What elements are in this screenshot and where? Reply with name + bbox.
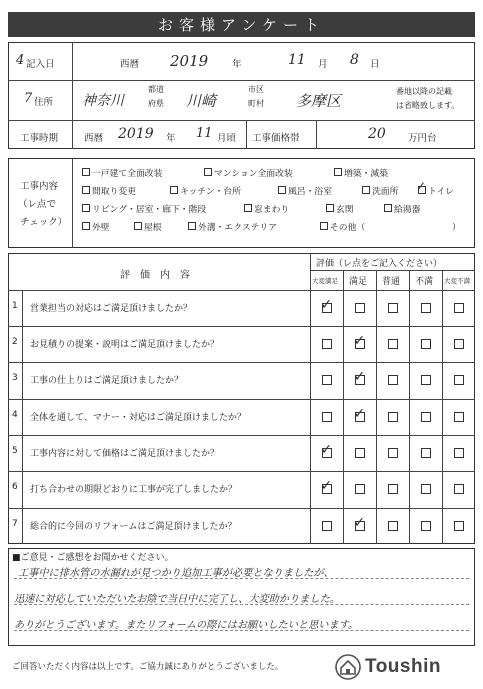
work-period-month-label: 月頃 (217, 133, 237, 144)
question-number: 1 (12, 301, 18, 311)
date-month-value: 11 (288, 52, 306, 68)
option-label: 間取り変更 (92, 187, 136, 197)
option-checkbox[interactable] (82, 204, 90, 212)
work-content-label: 工事内容 (20, 181, 59, 192)
checkmark-icon: ✓ (320, 442, 333, 458)
option-checkbox[interactable] (326, 204, 334, 212)
option-label: 屋根 (144, 223, 162, 233)
date-day-label: 日 (370, 59, 380, 70)
option-checkbox[interactable] (334, 168, 342, 176)
rating-checkbox[interactable] (454, 412, 464, 422)
option-checkbox[interactable] (170, 186, 178, 194)
address-label: 住所 (34, 97, 54, 108)
option-label: 外壁 (92, 223, 110, 233)
address-note-2: は省略致します。 (396, 101, 460, 110)
date-era-label: 西暦 (120, 59, 140, 70)
option-checkbox[interactable] (320, 222, 328, 230)
footer-thanks: ご回答いただく内容は以上です。ご協力誠にありがとうございました。 (12, 662, 284, 672)
option-checkbox[interactable] (82, 168, 90, 176)
rating-checkbox[interactable] (322, 521, 332, 531)
work-period-year-label: 年 (166, 133, 176, 144)
rating-checkbox[interactable] (454, 448, 464, 458)
rating-checkbox[interactable] (388, 412, 398, 422)
comments-title: ■ご意見・ご感想をお聞かせください。 (12, 553, 174, 563)
rating-checkbox[interactable] (421, 521, 431, 531)
scale-label: 大変満足 (312, 277, 338, 285)
checkmark-icon: ✓ (320, 478, 333, 494)
question-text: 打ち合わせの期限どおりに工事が完了しましたか？ (30, 485, 238, 495)
rating-checkbox[interactable] (454, 521, 464, 531)
option-label: その他（ (330, 223, 366, 233)
date-year-value: 2019 (170, 52, 209, 70)
question-number: 3 (12, 373, 18, 383)
date-month-label: 月 (318, 59, 328, 70)
brand-name: Toushin (365, 656, 441, 677)
rating-header: 評価（レ点をご記入ください） (316, 259, 443, 269)
scale-label: 満足 (349, 277, 368, 287)
question-text: 営業担当の対応はご満足頂けましたか？ (30, 304, 193, 314)
rating-checkbox[interactable] (322, 412, 332, 422)
question-number: 6 (12, 482, 18, 492)
price-label: 工事価格帯 (252, 133, 300, 144)
option-label: 給湯器 (394, 205, 421, 215)
question-number: 5 (12, 446, 18, 456)
option-label: 窓まわり (254, 205, 290, 215)
option-checkbox[interactable] (362, 186, 370, 194)
option-label: ） (452, 223, 461, 233)
price-unit: 万円台 (408, 133, 437, 144)
city-value: 川崎 (186, 92, 217, 110)
checkmark-icon: ✓ (353, 333, 366, 349)
rating-checkbox[interactable] (454, 339, 464, 349)
rating-checkbox[interactable] (388, 375, 398, 385)
option-label: リビング・居室・廊下・階段 (92, 205, 207, 215)
checkmark-icon: ✓ (353, 406, 366, 422)
survey-title: お客様アンケート (8, 12, 475, 37)
rating-checkbox[interactable] (421, 339, 431, 349)
question-number: 2 (12, 337, 18, 347)
comment-line-3: ありがとうございます。またリフォームの際にはお願いしたいと思います。 (14, 620, 359, 631)
option-checkbox[interactable] (384, 204, 392, 212)
scale-label: 不満 (415, 277, 434, 287)
option-checkbox[interactable] (188, 222, 196, 230)
option-label: 洗面所 (372, 187, 399, 197)
rating-checkbox[interactable] (388, 448, 398, 458)
prefecture-value: 神奈川 (82, 93, 124, 109)
date-year-label: 年 (232, 59, 242, 70)
rating-checkbox[interactable] (421, 412, 431, 422)
prefecture-kind: 都道 (148, 85, 164, 94)
rating-checkbox[interactable] (355, 484, 365, 494)
rating-checkbox[interactable] (355, 303, 365, 313)
work-period-year-value: 2019 (118, 126, 154, 142)
prefecture-kind-2: 府県 (148, 99, 164, 108)
option-label: 一戸建て全面改装 (92, 169, 163, 179)
brand-logo (335, 653, 475, 681)
rating-checkbox[interactable] (388, 339, 398, 349)
evaluation-header: 評 価 内 容 (120, 270, 190, 281)
rating-checkbox[interactable] (454, 484, 464, 494)
checkmark-icon: ✓ (353, 515, 366, 531)
option-label: 外溝・エクステリア (198, 223, 277, 233)
rating-checkbox[interactable] (355, 448, 365, 458)
date-day-value: 8 (350, 52, 359, 68)
option-checkbox[interactable] (204, 168, 212, 176)
rating-checkbox[interactable] (421, 484, 431, 494)
option-label: マンション全面改装 (214, 169, 293, 179)
question-text: 工事の仕上りはご満足頂けましたか？ (30, 376, 184, 386)
scale-label: 普通 (382, 277, 401, 287)
rating-checkbox[interactable] (421, 303, 431, 313)
comment-line-1: 工事中に排水管の水漏れが見つかり追加工事が必要となりましたが、 (18, 568, 334, 579)
option-label: キッチン・台所 (180, 187, 241, 197)
question-text: 工事内容に対して価格はご満足頂けましたか？ (30, 449, 220, 459)
option-label: トイレ (428, 187, 454, 197)
work-period-era: 西暦 (84, 133, 104, 144)
comment-line-2: 迅速に対応していただいたお陰で当日中に完了し、大変助かりました。 (14, 594, 340, 605)
address-note-1: 番地以降の記載 (396, 87, 452, 96)
work-period-label: 工事時期 (20, 133, 59, 144)
rating-checkbox[interactable] (454, 375, 464, 385)
question-number: 4 (12, 410, 18, 420)
rating-checkbox[interactable] (388, 521, 398, 531)
date-label: 記入日 (26, 59, 55, 70)
question-text: お見積りの提案・説明はご満足頂けましたか？ (30, 340, 220, 350)
option-checkbox[interactable] (82, 186, 90, 194)
question-number: 7 (12, 519, 18, 529)
rating-checkbox[interactable] (454, 303, 464, 313)
town-kind: 町村 (248, 99, 264, 108)
rating-checkbox[interactable] (322, 375, 332, 385)
scale-label: 大変不満 (444, 277, 470, 285)
price-value: 20 (368, 126, 386, 142)
rating-checkbox[interactable] (388, 484, 398, 494)
rating-checkbox[interactable] (322, 339, 332, 349)
option-checkbox[interactable] (244, 204, 252, 212)
option-label: 増築・減築 (344, 169, 388, 179)
ward-value: 多摩区 (296, 92, 342, 110)
option-checkbox[interactable] (278, 186, 286, 194)
rating-checkbox[interactable] (421, 448, 431, 458)
checkmark-icon: ✓ (416, 179, 427, 193)
checkmark-icon: ✓ (353, 369, 366, 385)
question-text: 総合的に今回のリフォームはご満足頂けましたか？ (30, 522, 237, 532)
address-label-mark: 7 (24, 91, 33, 106)
work-content-hint-1: （レ点で (18, 199, 57, 210)
date-label-mark: 4 (16, 53, 25, 68)
checkmark-icon: ✓ (320, 297, 333, 313)
question-text: 全体を通して、マナー・対応はご満足頂けましたか？ (30, 413, 246, 423)
option-label: 風呂・浴室 (288, 187, 332, 197)
city-kind: 市区 (248, 85, 264, 94)
work-content-hint-2: チェック） (20, 217, 68, 228)
rating-checkbox[interactable] (388, 303, 398, 313)
rating-checkbox[interactable] (421, 375, 431, 385)
option-label: 玄関 (336, 205, 354, 215)
house-logo-icon (335, 654, 361, 680)
option-checkbox[interactable] (82, 222, 90, 230)
option-checkbox[interactable] (134, 222, 142, 230)
work-period-month-value: 11 (196, 126, 213, 141)
